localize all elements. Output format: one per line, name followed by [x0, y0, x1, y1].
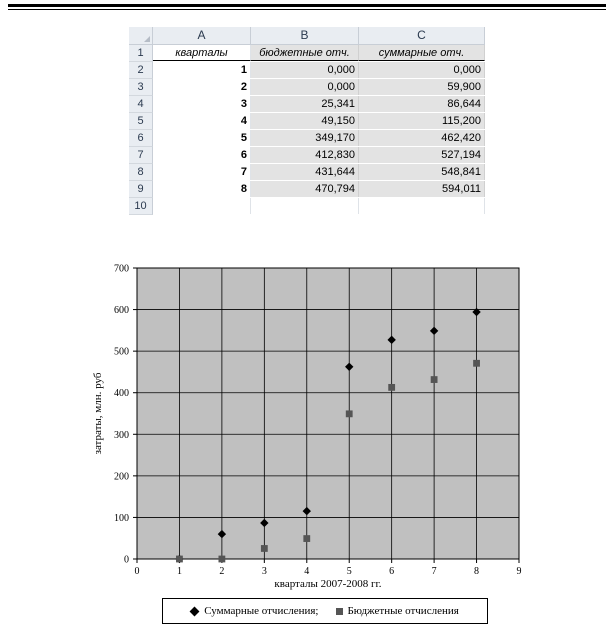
column-header-b[interactable]: B — [251, 27, 359, 45]
diamond-marker-icon — [190, 606, 200, 616]
table-cell[interactable]: 527,194 — [359, 147, 485, 163]
legend-item-summary — [191, 605, 318, 617]
table-cell[interactable]: 115,200 — [359, 113, 485, 129]
table-cell[interactable]: 7 — [153, 164, 251, 180]
x-tick-label: 5 — [346, 566, 352, 577]
y-tick-label: 500 — [114, 346, 129, 358]
x-tick-label: 4 — [304, 566, 310, 577]
y-tick-label: 200 — [114, 471, 129, 483]
table-cell[interactable] — [251, 198, 359, 214]
table-cell[interactable]: 1 — [153, 62, 251, 78]
x-tick-label: 2 — [219, 566, 225, 577]
legend-item-budget — [336, 605, 458, 617]
column-header-c[interactable]: C — [359, 27, 485, 45]
table-cell[interactable]: 3 — [153, 96, 251, 112]
data-point-budget — [218, 556, 225, 563]
x-tick-label: 8 — [474, 566, 480, 577]
legend-label-summary: Суммарные отчисления; — [204, 605, 319, 617]
data-point-budget — [303, 535, 310, 542]
row-header[interactable]: 4 — [129, 96, 153, 113]
data-point-budget — [261, 545, 268, 552]
table-cell[interactable]: 49,150 — [251, 113, 359, 129]
y-axis-label: затраты, млн. руб — [92, 372, 104, 455]
row-header[interactable]: 2 — [129, 62, 153, 79]
y-tick-label: 300 — [114, 429, 129, 441]
x-tick-label: 1 — [176, 566, 182, 577]
square-marker-icon — [336, 608, 343, 615]
x-tick-label: 0 — [134, 566, 140, 577]
table-cell[interactable]: 548,841 — [359, 164, 485, 180]
top-rule-thick — [8, 4, 606, 7]
row-header[interactable]: 6 — [129, 130, 153, 147]
header-cell[interactable]: бюджетные отч. — [251, 45, 359, 61]
row-header[interactable]: 9 — [129, 181, 153, 198]
column-header-a[interactable]: A — [153, 27, 251, 45]
row-header[interactable]: 5 — [129, 113, 153, 130]
plot-area — [137, 268, 519, 559]
row-header[interactable]: 10 — [129, 198, 153, 215]
row-header[interactable]: 7 — [129, 147, 153, 164]
y-tick-label: 700 — [114, 263, 129, 275]
table-cell[interactable]: 59,900 — [359, 79, 485, 95]
table-cell[interactable]: 594,011 — [359, 181, 485, 197]
x-tick-label: 9 — [516, 566, 522, 577]
data-point-budget — [431, 376, 438, 383]
table-cell[interactable]: 5 — [153, 130, 251, 146]
table-cell[interactable]: 8 — [153, 181, 251, 197]
header-cell[interactable]: суммарные отч. — [359, 45, 485, 61]
table-cell[interactable]: 2 — [153, 79, 251, 95]
table-cell[interactable]: 4 — [153, 113, 251, 129]
table-cell[interactable]: 0,000 — [251, 79, 359, 95]
table-cell[interactable]: 349,170 — [251, 130, 359, 146]
table-cell[interactable]: 25,341 — [251, 96, 359, 112]
row-header[interactable]: 1 — [129, 45, 153, 62]
table-cell[interactable]: 431,644 — [251, 164, 359, 180]
spreadsheet-excerpt — [129, 27, 485, 215]
table-cell[interactable]: 462,420 — [359, 130, 485, 146]
row-header[interactable]: 8 — [129, 164, 153, 181]
table-cell[interactable]: 470,794 — [251, 181, 359, 197]
row-header[interactable]: 3 — [129, 79, 153, 96]
x-tick-label: 3 — [261, 566, 267, 577]
table-cell[interactable]: 86,644 — [359, 96, 485, 112]
y-tick-label: 400 — [114, 388, 129, 400]
table-cell[interactable] — [359, 198, 485, 214]
header-cell[interactable]: кварталы — [153, 45, 251, 61]
y-tick-label: 0 — [124, 554, 129, 566]
table-cell[interactable]: 0,000 — [359, 62, 485, 78]
top-rule-thin — [8, 9, 606, 10]
legend-label-budget: Бюджетные отчисления — [347, 605, 459, 617]
data-point-budget — [176, 556, 183, 563]
y-tick-label: 600 — [114, 305, 129, 317]
data-point-budget — [473, 360, 480, 367]
chart-legend — [162, 598, 488, 624]
x-tick-label: 6 — [389, 566, 395, 577]
table-cell[interactable] — [153, 198, 251, 214]
chart-svg — [75, 258, 545, 628]
scatter-chart — [75, 258, 545, 628]
table-cell[interactable]: 412,830 — [251, 147, 359, 163]
table-cell[interactable]: 0,000 — [251, 62, 359, 78]
x-tick-label: 7 — [431, 566, 437, 577]
select-all-corner[interactable] — [129, 27, 153, 45]
x-axis-label: кварталы 2007-2008 гг. — [274, 578, 382, 590]
data-point-budget — [388, 384, 395, 391]
y-tick-label: 100 — [114, 512, 129, 524]
table-cell[interactable]: 6 — [153, 147, 251, 163]
data-point-budget — [346, 410, 353, 417]
